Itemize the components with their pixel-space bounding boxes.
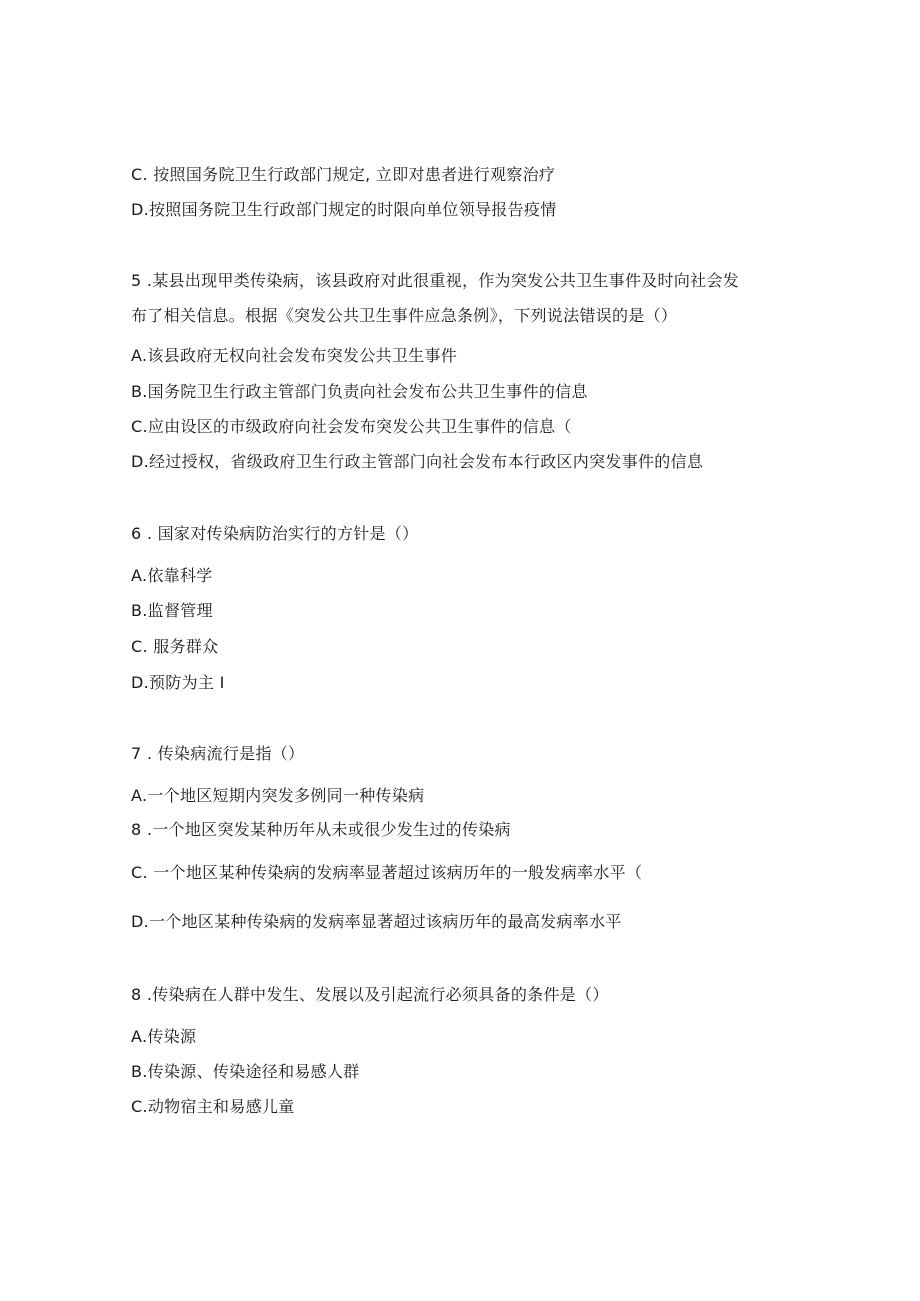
option-d: D.预防为主 I bbox=[131, 673, 225, 692]
option-c: C. 按照国务院卫生行政部门规定, 立即对患者进行观察治疗 bbox=[131, 165, 556, 184]
option-d: D.一个地区某种传染病的发病率显著超过该病历年的最高发病率水平 bbox=[131, 912, 622, 931]
option-b: B.国务院卫生行政主管部门负责向社会发布公共卫生事件的信息 bbox=[131, 382, 588, 401]
option-b: B.传染源、传染途径和易感人群 bbox=[131, 1062, 360, 1081]
option-a: A.一个地区短期内突发多例同一种传染病 bbox=[131, 786, 425, 805]
option-a: A.该县政府无权向社会发布突发公共卫生事件 bbox=[131, 346, 458, 365]
option-c: C.动物宿主和易感儿童 bbox=[131, 1097, 295, 1116]
question-7-text: 7 . 传染病流行是指（） bbox=[131, 744, 305, 763]
option-d: D.按照国务院卫生行政部门规定的时限向单位领导报告疫情 bbox=[131, 200, 557, 219]
option-b: 8 .一个地区突发某种历年从未或很少发生过的传染病 bbox=[131, 820, 511, 839]
question-5-text-cont: 布了相关信息。根据《突发公共卫生事件应急条例》，下列说法错误的是（） bbox=[131, 306, 678, 325]
option-c: C. 一个地区某种传染病的发病率显著超过该病历年的一般发病率水平（ bbox=[131, 863, 643, 882]
option-c: C.应由设区的市级政府向社会发布突发公共卫生事件的信息（ bbox=[131, 417, 572, 436]
question-6-text: 6 . 国家对传染病防治实行的方针是（） bbox=[131, 524, 419, 543]
question-5-text: 5 .某县出现甲类传染病，该县政府对此很重视，作为突发公共卫生事件及时向社会发 bbox=[131, 271, 740, 290]
option-b: B.监督管理 bbox=[131, 601, 213, 620]
option-d: D.经过授权，省级政府卫生行政主管部门向社会发布本行政区内突发事件的信息 bbox=[131, 452, 704, 471]
option-a: A.传染源 bbox=[131, 1027, 197, 1046]
option-a: A.依靠科学 bbox=[131, 566, 213, 585]
option-c: C. 服务群众 bbox=[131, 637, 219, 656]
question-8-text: 8 .传染病在人群中发生、发展以及引起流行必须具备的条件是（） bbox=[131, 985, 609, 1004]
